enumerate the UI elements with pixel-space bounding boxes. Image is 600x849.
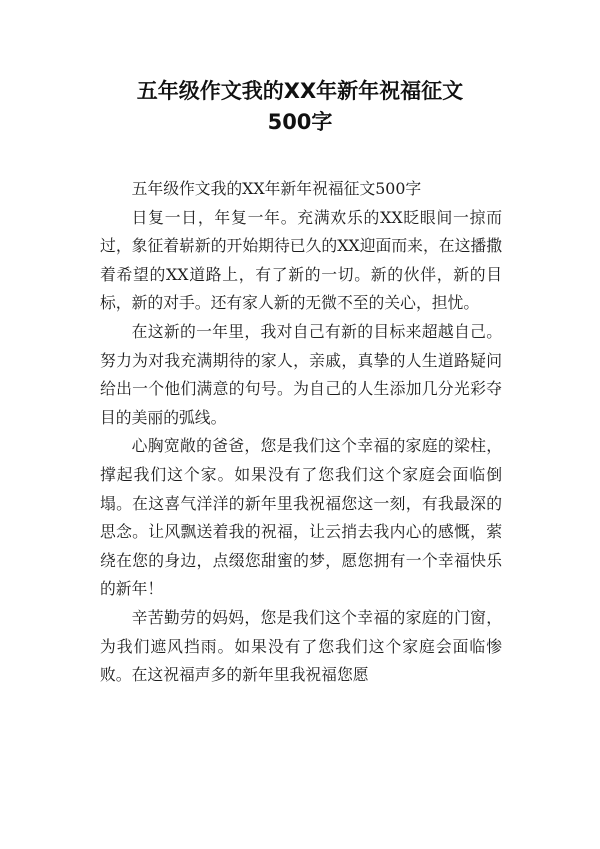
document-body <box>100 175 502 690</box>
paragraph: 辛苦勤劳的妈妈，您是我们这个幸福的家庭的门窗，为我们遮风挡雨。如果没有了您我们这个家庭会面临惨败。在这祝福声多的新年里我祝福您愿 <box>100 607 502 685</box>
paragraph-heading: 五年级作文我的XX年新年祝福征文500字 <box>131 179 422 198</box>
document-title: 五年级作文我的XX年新年祝福征文 <box>136 79 464 103</box>
document-title-continued: 500字 <box>267 110 333 134</box>
paragraph: 日复一日，年复一年。充满欢乐的XX眨眼间一掠而过，象征着崭新的开始期待已久的XX迎面而来，在这播撒着希望的XX道路上，有了新的一切。新的伙伴，新的目标，新的对手。还有家人新的无微不至的关心，担忧。 <box>100 207 502 313</box>
paragraph: 心胸宽敞的爸爸，您是我们这个幸福的家庭的梁柱，撑起我们这个家。如果没有了您我们这个家庭会面临倒塌。在这喜气洋洋的新年里我祝福您这一刻，有我最深的思念。让风飘送着我的祝福，让云捎去我内心的感慨，萦绕在您的身边，点缀您甜蜜的梦，愿您拥有一个幸福快乐的新年！ <box>100 436 502 599</box>
paragraph: 在这新的一年里，我对自己有新的目标来超越自己。努力为对我充满期待的家人，亲戚，真挚的人生道路疑问给出一个他们满意的句号。为自己的人生添加几分光彩夺目的美丽的弧线。 <box>100 321 502 427</box>
